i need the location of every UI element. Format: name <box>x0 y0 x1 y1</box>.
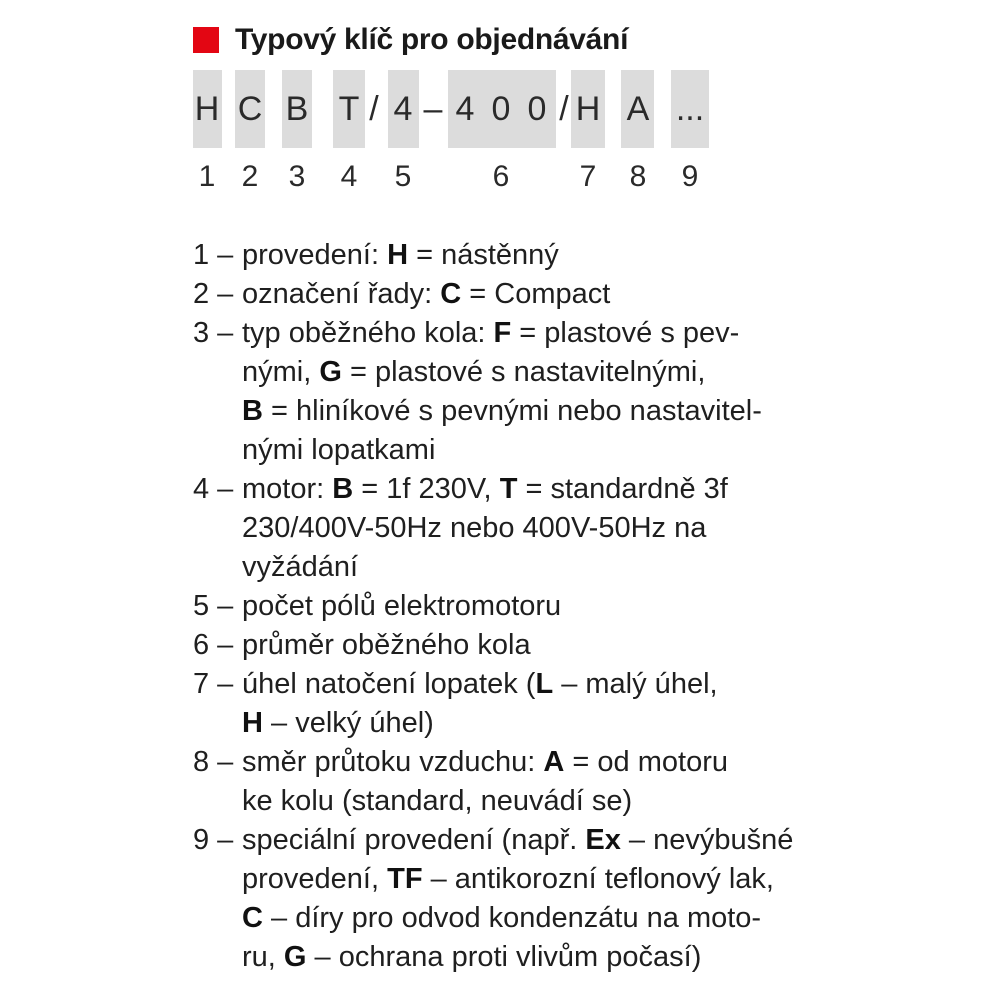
legend-item-number: 1 – <box>193 239 234 271</box>
position-numbers-row <box>193 160 713 200</box>
legend-code: A <box>543 746 565 778</box>
legend-item-number: 2 – <box>193 278 234 310</box>
position-number: 7 <box>579 160 597 193</box>
position-number: 2 <box>241 160 259 193</box>
position-number: 4 <box>340 160 358 193</box>
legend-item-number: 3 – <box>193 317 234 349</box>
position-number: 3 <box>288 160 306 193</box>
legend-code: Ex <box>585 824 621 856</box>
legend-item-1 <box>193 236 973 275</box>
legend-code: G <box>319 356 342 388</box>
position-number: 5 <box>394 160 412 193</box>
legend-code: L <box>535 668 554 700</box>
legend-item-9 <box>193 821 973 977</box>
legend-text: provedení, <box>242 863 388 895</box>
legend-text: = od motoru <box>564 746 728 778</box>
legend-text: směr průtoku vzduchu: <box>242 746 544 778</box>
position-number: 1 <box>198 160 216 193</box>
legend-text: – ochrana proti vlivům počasí) <box>306 941 702 973</box>
legend-text: 230/400V-50Hz nebo 400V-50Hz na <box>242 512 707 544</box>
legend-item-3 <box>193 314 973 470</box>
legend-code: H <box>387 239 409 271</box>
legend-text: = plastové s nastavitelnými, <box>341 356 706 388</box>
code-separator-dash: – <box>423 90 443 128</box>
legend-item-number: 8 – <box>193 746 234 778</box>
legend-text: = plastové s pev- <box>511 317 740 349</box>
code-char-7: H <box>575 90 601 128</box>
code-char-6b: 0 <box>491 90 511 128</box>
position-number: 8 <box>629 160 647 193</box>
legend-text: označení řady: <box>242 278 441 310</box>
legend-item-7 <box>193 665 973 743</box>
code-char-6c: 0 <box>527 90 547 128</box>
legend-text: – díry pro odvod kondenzátu na moto- <box>262 902 762 934</box>
legend-text: počet pólů elektromotoru <box>242 590 562 622</box>
legend-item-number: 7 – <box>193 668 234 700</box>
legend-text: vyžádání <box>242 551 359 583</box>
legend-text: ru, <box>242 941 284 973</box>
code-separator-slash: / <box>559 90 569 128</box>
legend-code: C <box>440 278 462 310</box>
legend-text: – malý úhel, <box>553 668 718 700</box>
legend-item-4 <box>193 470 973 587</box>
legend-item-number: 4 – <box>193 473 234 505</box>
code-char-2: C <box>237 90 263 128</box>
legend-item-5 <box>193 587 973 626</box>
legend-item-8 <box>193 743 973 821</box>
legend-code: F <box>493 317 512 349</box>
code-char-6a: 4 <box>455 90 475 128</box>
page-title: Typový klíč pro objednávání <box>235 23 629 56</box>
type-code-row <box>193 70 713 150</box>
legend-text: – nevýbušné <box>620 824 794 856</box>
legend-code: B <box>332 473 354 505</box>
legend-text: speciální provedení (např. <box>242 824 586 856</box>
legend-list <box>193 236 973 977</box>
code-separator-slash: / <box>369 90 379 128</box>
legend-item-number: 9 – <box>193 824 234 856</box>
legend-text: – velký úhel) <box>262 707 434 739</box>
code-char-1: H <box>194 90 220 128</box>
position-number: 9 <box>681 160 699 193</box>
legend-text: ke kolu (standard, neuvádí se) <box>242 785 633 817</box>
legend-text: nými lopatkami <box>242 434 436 466</box>
code-char-8: A <box>626 90 650 128</box>
legend-code: H <box>242 707 263 739</box>
legend-code: B <box>242 395 263 427</box>
legend-text: = nástěnný <box>408 239 559 271</box>
legend-text: = Compact <box>461 278 611 310</box>
legend-code: G <box>283 941 307 973</box>
code-char-5: 4 <box>393 90 413 128</box>
legend-item-6 <box>193 626 973 665</box>
legend-item-number: 6 – <box>193 629 234 661</box>
legend-text: motor: <box>242 473 333 505</box>
legend-code: T <box>499 473 518 505</box>
legend-text: = standardně 3f <box>517 473 728 505</box>
legend-text: průměr oběžného kola <box>242 629 531 661</box>
red-square-marker <box>193 27 219 53</box>
legend-text: provedení: <box>242 239 388 271</box>
code-char-9: ... <box>675 90 705 128</box>
legend-text: úhel natočení lopatek ( <box>242 668 536 700</box>
legend-text: = hliníkové s pevnými nebo nastavitel- <box>262 395 762 427</box>
code-char-4: T <box>338 90 360 128</box>
legend-text: = 1f 230V, <box>353 473 500 505</box>
position-number: 6 <box>492 160 510 193</box>
legend-item-2 <box>193 275 973 314</box>
legend-code: TF <box>387 863 423 895</box>
legend-text: – antikorozní teflonový lak, <box>422 863 774 895</box>
legend-code: C <box>242 902 263 934</box>
page-heading <box>193 20 628 60</box>
legend-text: nými, <box>242 356 320 388</box>
legend-item-number: 5 – <box>193 590 234 622</box>
code-char-3: B <box>285 90 309 128</box>
legend-text: typ oběžného kola: <box>242 317 494 349</box>
